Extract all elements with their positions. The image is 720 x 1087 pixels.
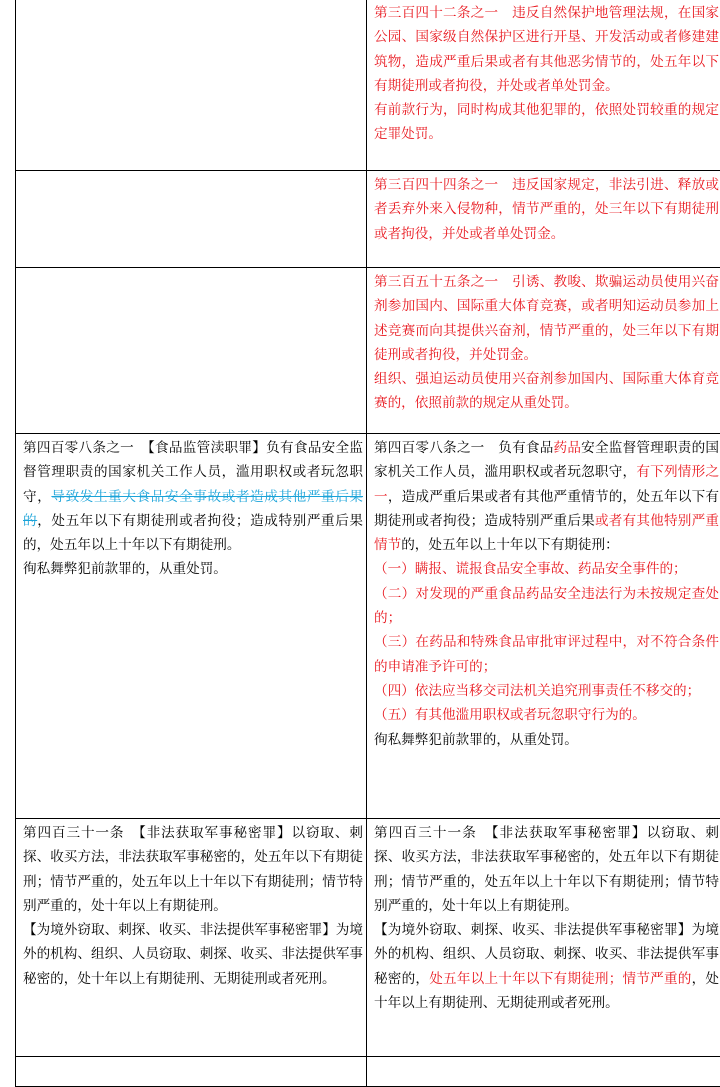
paragraph [374, 918, 719, 1015]
table-row [16, 1057, 720, 1087]
paragraph [374, 557, 719, 581]
left-cell [16, 434, 367, 819]
text-run: ，造成严重后果或者有其他严重情节的，处五年以下有期徒刑或者拘役；造成特别严重后果 [374, 489, 719, 529]
deleted-text: 导致发生重大食品安全事故或者造成其他严重后果的 [23, 489, 363, 529]
table-row [16, 819, 720, 1057]
paragraph [374, 367, 719, 416]
amended-text: （三）在药品和特殊食品审批审评过程中，对不符合条件的申请准予许可的； [374, 634, 719, 674]
paragraph [374, 98, 719, 147]
amended-text: （一）瞒报、谎报食品安全事故、药品安全事件的； [374, 561, 687, 577]
amended-text: 有下列情形之一 [374, 464, 719, 504]
paragraph [374, 270, 719, 367]
left-cell [16, 0, 367, 171]
paragraph [374, 436, 719, 557]
comparison-table [15, 0, 720, 1087]
paragraph [374, 679, 719, 703]
text-run: 【为境外窃取、刺探、收买、非法提供军事秘密罪】为境外的机构、组织、人员窃取、刺探、收买、非法提供军事秘密的，处十年以上有期徒刑、无期徒刑或者死刑。 [23, 922, 363, 987]
amended-text: （二）对发现的严重食品药品安全违法行为未按规定查处的； [374, 586, 719, 626]
paragraph [23, 436, 363, 557]
left-cell [16, 268, 367, 434]
left-cell [16, 1057, 367, 1087]
amended-text: 组织、强迫运动员使用兴奋剂参加国内、国际重大体育竞赛的，依照前款的规定从重处罚。 [374, 371, 719, 411]
text-run: 的，处五年以上十年以下有期徒刑： [401, 537, 619, 553]
text-run: 第四百三十一条 【非法获取军事秘密罪】以窃取、刺探、收买方法，非法获取军事秘密的，处五年以下有期徒刑；情节严重的，处五年以上十年以下有期徒刑；情节特别严重的，处十年以上有期徒刑。 [23, 825, 363, 914]
right-cell [367, 171, 720, 268]
paragraph [23, 557, 363, 581]
paragraph [374, 173, 719, 246]
amended-text: 处五年以上十年以下有期徒刑；情节严重的 [429, 971, 691, 987]
table-row [16, 171, 720, 268]
text-run: 【为境外窃取、刺探、收买、非法提供军事秘密罪】为境外的机构、组织、人员窃取、刺探、收买、非法提供军事秘密的， [374, 922, 719, 987]
text-run: 第四百三十一条 【非法获取军事秘密罪】以窃取、刺探、收买方法，非法获取军事秘密的，处五年以下有期徒刑；情节严重的，处五年以上十年以下有期徒刑；情节特别严重的，处十年以上有期徒刑。 [374, 825, 719, 914]
right-cell [367, 819, 720, 1057]
left-cell [16, 819, 367, 1057]
paragraph [374, 821, 719, 918]
table-row [16, 0, 720, 171]
text-run: 徇私舞弊犯前款罪的，从重处罚。 [23, 561, 227, 577]
amended-text: 第三百四十二条之一 违反自然保护地管理法规，在国家公园、国家级自然保护区进行开垦、开发活动或者修建建筑物，造成严重后果或者有其他恶劣情节的，处五年以下有期徒刑或者拘役，并处或者单处罚金。 [374, 5, 719, 94]
amended-text: 第三百五十五条之一 引诱、教唆、欺骗运动员使用兴奋剂参加国内、国际重大体育竞赛，或者明知运动员参加上述竞赛而向其提供兴奋剂，情节严重的，处三年以下有期徒刑或者拘役，并处罚金。 [374, 274, 719, 363]
text-run: ，处五年以下有期徒刑或者拘役；造成特别严重后果的，处五年以上十年以下有期徒刑。 [23, 513, 363, 553]
table-row [16, 268, 720, 434]
paragraph [374, 630, 719, 679]
amended-text: 有前款行为，同时构成其他犯罪的，依照处罚较重的规定定罪处罚。 [374, 102, 719, 142]
table-row [16, 434, 720, 819]
right-cell [367, 268, 720, 434]
paragraph [374, 728, 719, 752]
amended-text: （五）有其他滥用职权或者玩忽职守行为的。 [374, 707, 646, 723]
paragraph [374, 1, 719, 98]
paragraph [374, 703, 719, 727]
text-run: 安全监督管理职责的国家机关工作人员，滥用职权或者玩忽职守， [374, 440, 719, 480]
amended-text: 或者有其他特别严重情节 [374, 513, 719, 553]
paragraph [23, 821, 363, 918]
amended-text: 第三百四十四条之一 违反国家规定，非法引进、释放或者丢弃外来入侵物种，情节严重的，处三年以下有期徒刑或者拘役，并处或者单处罚金。 [374, 177, 719, 242]
right-cell [367, 0, 720, 171]
paragraph [23, 918, 363, 991]
paragraph [374, 582, 719, 631]
amended-text: 药品 [554, 440, 582, 456]
text-run: ，处十年以上有期徒刑、无期徒刑或者死刑。 [374, 971, 719, 1011]
right-cell [367, 1057, 720, 1087]
text-run: 第四百零八条之一 【食品监管渎职罪】负有食品安全监督管理职责的国家机关工作人员，滥用职权或者玩忽职守， [23, 440, 363, 505]
amended-text: （四）依法应当移交司法机关追究刑事责任不移交的； [374, 683, 700, 699]
right-cell [367, 434, 720, 819]
text-run: 徇私舞弊犯前款罪的，从重处罚。 [374, 732, 578, 748]
left-cell [16, 171, 367, 268]
text-run: 第四百零八条之一 负有食品 [374, 440, 554, 456]
